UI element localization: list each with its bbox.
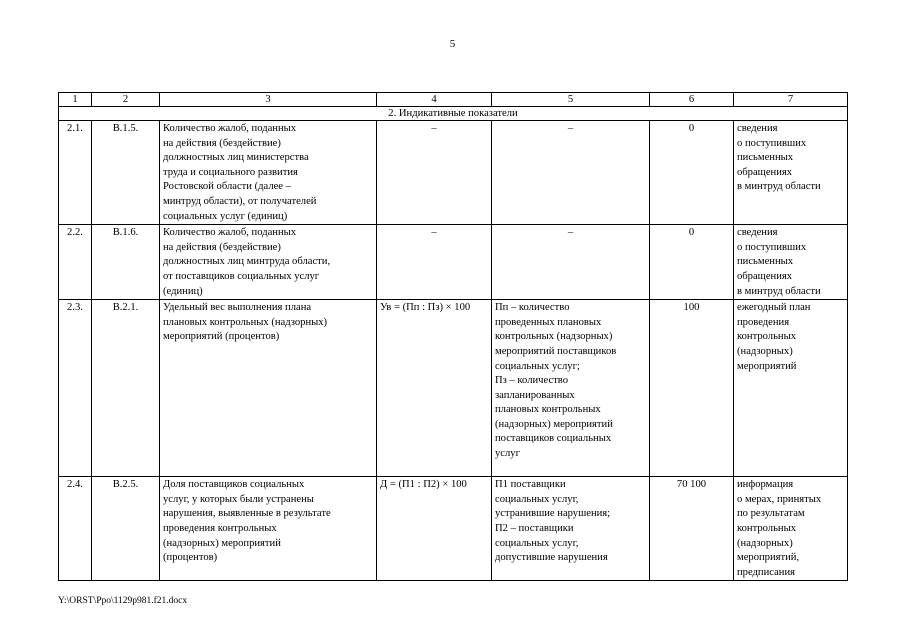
data-source-line: (надзорных) xyxy=(737,345,793,357)
formula-description-line: Пп – количество xyxy=(495,302,570,314)
row-number: 2.4. xyxy=(59,477,92,581)
data-source-line: контрольных xyxy=(737,331,796,343)
indicator-name-line: Удельный вес выполнения плана xyxy=(163,302,312,314)
target-value: 0 xyxy=(650,121,734,225)
indicator-code: В.1.5. xyxy=(92,121,160,225)
indicator-name-line: минтруд области), от получателей xyxy=(163,195,317,207)
data-source-line: контрольных xyxy=(737,522,796,534)
formula-description-line: допустившие нарушения xyxy=(495,552,608,564)
indicator-name-line: от поставщиков социальных услуг xyxy=(163,270,320,282)
indicator-code: В.2.1. xyxy=(92,300,160,477)
indicator-name-line: Доля поставщиков социальных xyxy=(163,479,305,491)
data-source-line: проведения xyxy=(737,316,790,328)
data-source-line: информация xyxy=(737,479,794,491)
indicator-name-line: должностных лиц минтруда области, xyxy=(163,256,331,268)
footer-file-path: Y:\ORST\Ppo\1129p981.f21.docx xyxy=(58,596,188,606)
data-source xyxy=(734,300,848,477)
formula: Ув = (Пп : Пз) × 100 xyxy=(377,300,492,477)
data-source-line: обращениях xyxy=(737,166,793,178)
data-source-line: (надзорных) xyxy=(737,537,793,549)
data-source-line: мероприятий, xyxy=(737,552,800,564)
indicator-name xyxy=(160,300,377,477)
row-number: 2.3. xyxy=(59,300,92,477)
indicator-name-line: должностных лиц министерства xyxy=(163,152,309,164)
indicator-name xyxy=(160,121,377,225)
data-source-line: письменных xyxy=(737,152,794,164)
header-cell: 2 xyxy=(92,93,160,107)
data-source-line: о поступивших xyxy=(737,241,807,253)
indicator-name-line: Количество жалоб, поданных xyxy=(163,123,297,134)
data-source-line: сведения xyxy=(737,123,778,134)
target-value: 100 xyxy=(650,300,734,477)
formula-description-line: поставщиков социальных xyxy=(495,433,612,445)
indicator-code: В.1.6. xyxy=(92,225,160,300)
header-cell: 7 xyxy=(734,93,848,107)
formula-description-line: мероприятий поставщиков xyxy=(495,345,617,357)
formula-description xyxy=(492,477,650,581)
header-row xyxy=(59,93,848,107)
formula-description xyxy=(492,300,650,477)
indicator-code: В.2.5. xyxy=(92,477,160,581)
page-number: 5 xyxy=(449,38,456,50)
data-source xyxy=(734,225,848,300)
indicator-name-line: труда и социального развития xyxy=(163,166,298,178)
header-cell: 1 xyxy=(59,93,92,107)
formula-description-line: П1 поставщики xyxy=(495,479,566,491)
formula: – xyxy=(377,225,492,300)
formula-description-line: социальных услуг; xyxy=(495,360,580,372)
section-row xyxy=(59,107,848,121)
data-source-line: ежегодный план xyxy=(737,302,811,314)
target-value: 70 100 xyxy=(650,477,734,581)
header-cell: 3 xyxy=(160,93,377,107)
formula-description xyxy=(492,225,650,300)
header-cell: 5 xyxy=(492,93,650,107)
indicator-name-line: (единиц) xyxy=(163,285,203,297)
data-source-line: о мерах, принятых xyxy=(737,493,822,505)
data-source-line: в минтруд области xyxy=(737,181,821,193)
formula-description-line: устранившие нарушения; xyxy=(495,508,611,520)
formula: Д = (П1 : П2) × 100 xyxy=(377,477,492,581)
indicator-name-line: Ростовской области (далее – xyxy=(163,181,291,193)
formula-description-line: услуг xyxy=(495,448,520,460)
data-source-line: по результатам xyxy=(737,508,805,520)
table-row xyxy=(59,121,848,225)
data-source-line: о поступивших xyxy=(737,137,807,149)
formula-description-line: – xyxy=(567,123,574,134)
formula-description-line: социальных услуг, xyxy=(495,537,579,549)
data-source xyxy=(734,477,848,581)
indicator-name-line: (процентов) xyxy=(163,552,218,564)
formula-description-line: (надзорных) мероприятий xyxy=(495,418,613,430)
indicator-name-line: услуг, у которых были устранены xyxy=(163,493,314,505)
formula-description-line: социальных услуг, xyxy=(495,493,579,505)
formula-description-line: плановых контрольных xyxy=(495,404,601,416)
table-row xyxy=(59,300,848,477)
indicators-table xyxy=(58,92,848,581)
formula-description-line: проведенных плановых xyxy=(495,316,602,328)
header-cell: 6 xyxy=(650,93,734,107)
formula-description xyxy=(492,121,650,225)
indicator-name-line: Количество жалоб, поданных xyxy=(163,227,297,239)
formula-description-line: П2 – поставщики xyxy=(495,522,574,534)
data-source-line: предписания xyxy=(737,566,796,578)
data-source-line: обращениях xyxy=(737,270,793,282)
data-source xyxy=(734,121,848,225)
indicator-name-line: проведения контрольных xyxy=(163,522,277,534)
indicator-name xyxy=(160,225,377,300)
indicator-name-line: социальных услуг (единиц) xyxy=(163,210,288,222)
indicator-name-line: нарушения, выявленные в результате xyxy=(163,508,331,520)
data-source-line: сведения xyxy=(737,227,778,239)
table-row xyxy=(59,477,848,581)
target-value: 0 xyxy=(650,225,734,300)
indicator-name-line: на действия (бездействие) xyxy=(163,137,281,149)
formula-description-line: – xyxy=(567,227,574,239)
section-title: 2. Индикативные показатели xyxy=(59,107,848,121)
indicator-name-line: на действия (бездействие) xyxy=(163,241,281,253)
header-cell: 4 xyxy=(377,93,492,107)
formula-description-line: запланированных xyxy=(495,389,575,401)
data-source-line: мероприятий xyxy=(737,360,797,372)
indicator-name-line: плановых контрольных (надзорных) xyxy=(163,316,328,328)
indicator-name xyxy=(160,477,377,581)
indicator-name-line: мероприятий (процентов) xyxy=(163,331,280,343)
formula-description-line: контрольных (надзорных) xyxy=(495,331,613,343)
formula-description-line: Пз – количество xyxy=(495,375,569,387)
table-row xyxy=(59,225,848,300)
data-source-line: в минтруд области xyxy=(737,285,821,297)
indicator-name-line: (надзорных) мероприятий xyxy=(163,537,281,549)
row-number: 2.2. xyxy=(59,225,92,300)
data-source-line: письменных xyxy=(737,256,794,268)
rows-body xyxy=(59,121,848,581)
row-number: 2.1. xyxy=(59,121,92,225)
formula: – xyxy=(377,121,492,225)
